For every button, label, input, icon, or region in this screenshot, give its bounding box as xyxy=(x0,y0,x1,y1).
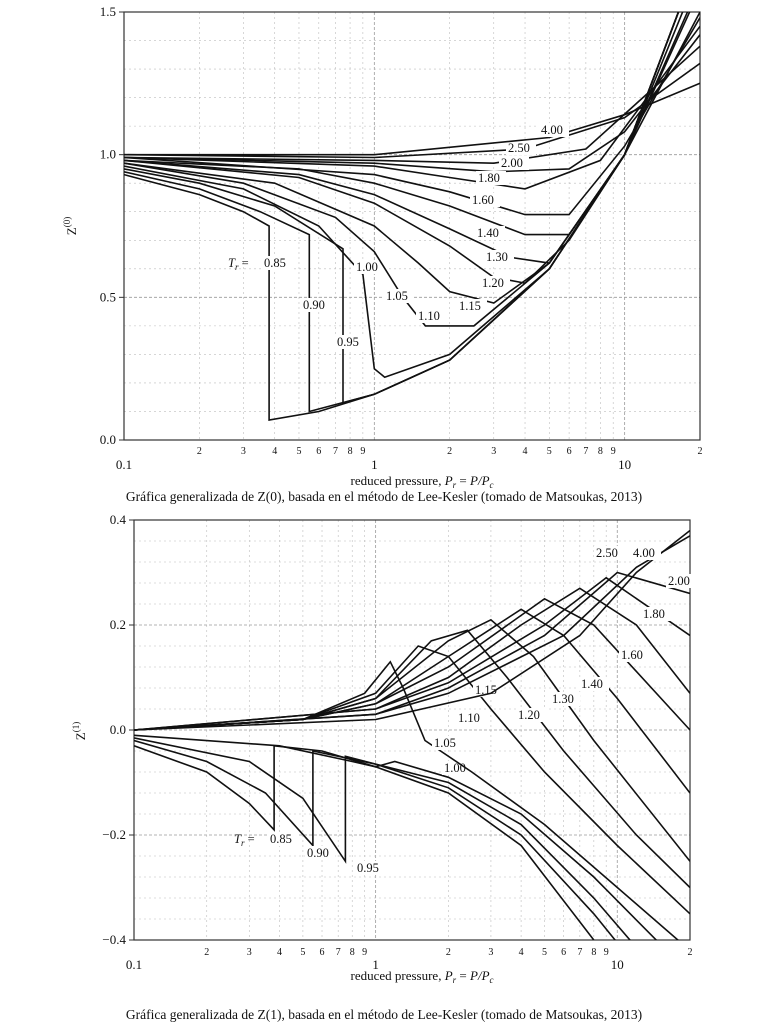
series-label: 2.50 xyxy=(508,141,530,155)
x-minor-tick-label: 2 xyxy=(697,446,703,457)
x-minor-tick-label: 5 xyxy=(546,446,552,457)
series-label: 1.30 xyxy=(486,250,508,264)
series-label: 0.90 xyxy=(307,846,329,860)
chart-1-caption: Gráfica generalizada de Z(0), basada en el método de Lee-Kesler (tomado de Matsoukas, 2013) xyxy=(125,489,643,504)
series-label: 1.80 xyxy=(643,607,665,621)
series-label: 1.15 xyxy=(475,683,497,697)
tr-prefix-label xyxy=(234,832,255,848)
series-label: 1.20 xyxy=(482,276,504,290)
series-label: 1.40 xyxy=(477,226,499,240)
y-axis-title xyxy=(71,722,88,740)
tr-T: T xyxy=(234,832,241,846)
y-title-sup: (0) xyxy=(62,216,72,228)
series-line-0-85 xyxy=(124,0,700,420)
x-title-sub-c: c xyxy=(489,480,494,490)
series-label: 0.90 xyxy=(303,298,325,312)
y-tick-label: 0.2 xyxy=(109,617,126,632)
series-label: 0.85 xyxy=(264,256,286,270)
x-minor-tick-label: 4 xyxy=(522,446,528,457)
x-title-p: P xyxy=(444,473,453,488)
series-label: 1.05 xyxy=(434,736,456,750)
y-axis-title xyxy=(62,217,79,235)
x-title-text: reduced pressure, xyxy=(350,968,445,983)
y-tick-label: 0.0 xyxy=(109,722,126,737)
x-axis-title xyxy=(350,473,493,490)
series-label: 0.85 xyxy=(270,832,292,846)
x-minor-tick-label: 5 xyxy=(300,947,306,958)
tr-eq: = xyxy=(238,256,249,270)
series-line-4-00 xyxy=(124,83,700,154)
x-minor-tick-label: 4 xyxy=(518,947,524,958)
chart-1 xyxy=(62,0,703,490)
y-tick-label: 1.0 xyxy=(99,146,116,162)
chart-2-caption: Gráfica generalizada de Z(1), basada en el método de Lee-Kesler (tomado de Matsoukas, 2013) xyxy=(125,1007,643,1022)
x-minor-tick-label: 9 xyxy=(603,947,609,958)
y-title-sup: (1) xyxy=(71,721,81,733)
y-tick-label: −0.4 xyxy=(102,932,126,947)
y-tick-label: −0.2 xyxy=(102,827,126,842)
series-line-0-85 xyxy=(134,746,594,940)
series-label: 1.00 xyxy=(356,260,378,274)
tr-T: T xyxy=(228,256,235,270)
x-minor-tick-label: 2 xyxy=(445,947,451,958)
x-minor-tick-label: 9 xyxy=(610,446,616,457)
x-minor-tick-label: 8 xyxy=(347,446,353,457)
series-label: 1.60 xyxy=(472,193,494,207)
x-major-tick-label: 1 xyxy=(371,457,378,472)
series-label: 2.00 xyxy=(501,156,523,170)
series-label: 1.20 xyxy=(518,708,540,722)
x-minor-tick-label: 3 xyxy=(488,947,494,958)
x-minor-tick-label: 7 xyxy=(333,446,339,457)
plot-frame xyxy=(124,12,700,440)
series-label: 4.00 xyxy=(633,546,655,560)
series-line-0-90 xyxy=(124,0,700,412)
x-minor-tick-label: 6 xyxy=(566,446,572,457)
y-tick-label: 1.5 xyxy=(99,4,116,19)
x-minor-tick-label: 9 xyxy=(362,947,368,958)
x-minor-tick-label: 7 xyxy=(583,446,589,457)
y-tick-label: 0.0 xyxy=(99,432,116,447)
x-minor-tick-label: 4 xyxy=(272,446,278,457)
x-minor-tick-label: 6 xyxy=(316,446,322,457)
x-minor-tick-label: 2 xyxy=(447,446,453,457)
series-line-1-20 xyxy=(124,0,700,263)
series-label: 2.50 xyxy=(596,546,618,560)
series-label: 1.15 xyxy=(459,299,481,313)
x-minor-tick-label: 8 xyxy=(597,446,603,457)
x-title-sub-r: r xyxy=(452,480,457,490)
series-line-2-00 xyxy=(124,46,700,163)
series-line-0-95 xyxy=(124,0,700,403)
tr-eq: = xyxy=(244,832,255,846)
x-major-tick-label: 0.1 xyxy=(125,957,143,972)
series-label: 1.80 xyxy=(478,171,500,185)
x-title-text: reduced pressure, xyxy=(350,473,445,488)
x-minor-tick-label: 4 xyxy=(276,947,282,958)
x-minor-tick-label: 2 xyxy=(196,446,202,457)
tr-prefix-label xyxy=(228,256,249,272)
tr-sub: r xyxy=(234,262,239,272)
x-minor-tick-label: 6 xyxy=(319,947,325,958)
x-major-tick-label: 10 xyxy=(618,457,632,472)
x-minor-tick-label: 2 xyxy=(204,947,210,958)
x-minor-tick-label: 2 xyxy=(687,947,693,958)
series-label: 0.95 xyxy=(337,335,359,349)
chart-2 xyxy=(71,512,696,985)
x-major-tick-label: 10 xyxy=(610,957,624,972)
x-minor-tick-label: 3 xyxy=(246,947,252,958)
series-label: 1.40 xyxy=(581,677,603,691)
x-minor-tick-label: 5 xyxy=(296,446,302,457)
y-tick-label: 0.5 xyxy=(99,289,116,305)
y-title-main: Z xyxy=(73,732,88,741)
series-line-1-00 xyxy=(134,735,667,950)
series-label: 4.00 xyxy=(541,123,563,137)
series-label: 1.30 xyxy=(552,692,574,706)
y-tick-label: 0.4 xyxy=(109,512,126,527)
series-label: 1.10 xyxy=(458,711,480,725)
x-minor-tick-label: 5 xyxy=(542,947,548,958)
x-axis-title xyxy=(350,968,493,985)
x-title-ppc: P/P xyxy=(470,473,490,488)
x-title-ppc: P/P xyxy=(470,968,490,983)
x-minor-tick-label: 3 xyxy=(491,446,497,457)
x-minor-tick-label: 3 xyxy=(240,446,246,457)
series-line-1-40 xyxy=(124,18,700,215)
y-title-main: Z xyxy=(64,227,79,236)
series-line-4-00 xyxy=(134,531,690,731)
x-minor-tick-label: 6 xyxy=(561,947,567,958)
x-title-eq: = xyxy=(456,473,471,488)
x-title-p: P xyxy=(444,968,453,983)
series-label: 1.00 xyxy=(444,761,466,775)
series-label: 1.10 xyxy=(418,309,440,323)
x-title-eq: = xyxy=(456,968,471,983)
series-label: 2.00 xyxy=(668,574,690,588)
x-minor-tick-label: 7 xyxy=(577,947,583,958)
series-label: 0.95 xyxy=(357,861,379,875)
series-label: 1.05 xyxy=(386,289,408,303)
x-title-sub-c: c xyxy=(489,975,494,985)
x-major-tick-label: 0.1 xyxy=(115,457,133,472)
x-title-sub-r: r xyxy=(452,975,457,985)
x-minor-tick-label: 7 xyxy=(335,947,341,958)
series-label: 1.60 xyxy=(621,648,643,662)
series-line-1-05 xyxy=(134,662,690,951)
x-minor-tick-label: 8 xyxy=(349,947,355,958)
series-line-1-00 xyxy=(124,0,700,377)
tr-sub: r xyxy=(240,838,245,848)
x-minor-tick-label: 8 xyxy=(591,947,597,958)
x-major-tick-label: 1 xyxy=(372,957,379,972)
x-minor-tick-label: 9 xyxy=(360,446,366,457)
